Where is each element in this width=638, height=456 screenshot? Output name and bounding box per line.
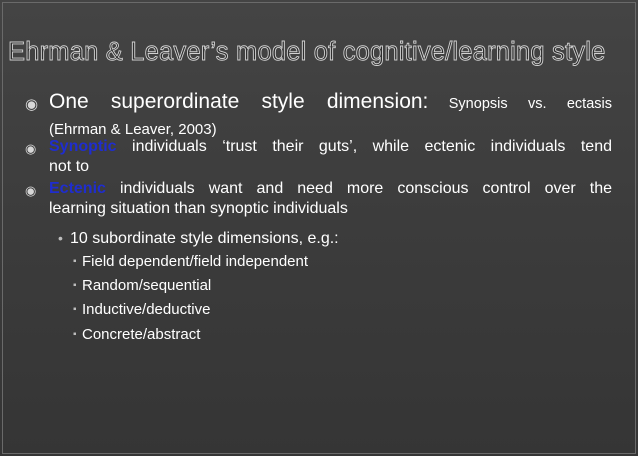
bullet-superordinate [25, 89, 612, 143]
dimension-item [73, 276, 211, 296]
square-bullet-icon: ▪ [73, 329, 77, 340]
dimension-item [73, 325, 200, 345]
bullet-line [25, 179, 612, 199]
dimension-item [73, 300, 210, 320]
bullet-marker-icon: ◉ [25, 141, 37, 156]
bullet-rest: individuals ‘trust their guts’, while ectenic individuals tend [116, 138, 612, 155]
bullet-ectenic [25, 179, 612, 219]
bullet-marker-icon: ◉ [25, 183, 37, 198]
sub-bullet [58, 229, 339, 249]
slide-title: Ehrman & Leaver’s model of cognitive/learning style [8, 38, 606, 66]
dimension-text: Random/sequential [82, 277, 212, 294]
bullet-lead: One superordinate style dimension: [49, 90, 429, 113]
bullet-marker-icon: ◉ [25, 96, 39, 113]
highlight-term: Synoptic [49, 138, 117, 155]
bullet-synoptic [25, 137, 612, 177]
bullet-rest: individuals want and need more conscious control over the [105, 180, 612, 197]
bullet-line2: not to [49, 158, 90, 175]
square-bullet-icon: ▪ [73, 256, 77, 267]
square-bullet-icon: ▪ [73, 304, 77, 315]
bullet-rest: Synopsis vs. ectasis [428, 96, 612, 112]
square-bullet-icon: ▪ [73, 280, 77, 291]
dimension-text: Inductive/deductive [82, 301, 211, 318]
sub-bullet-text: 10 subordinate style dimensions, e.g.: [70, 230, 339, 247]
highlight-term: Ectenic [49, 180, 106, 197]
dot-bullet-icon: • [58, 230, 63, 246]
dimension-item [73, 252, 308, 272]
bullet-citation: (Ehrman & Leaver, 2003) [49, 121, 217, 138]
bullet-line [25, 137, 612, 157]
bullet-line [25, 89, 612, 117]
dimension-text: Concrete/abstract [82, 326, 201, 343]
dimension-text: Field dependent/field independent [82, 253, 309, 270]
bullet-line2: learning situation than synoptic individuals [49, 200, 348, 217]
